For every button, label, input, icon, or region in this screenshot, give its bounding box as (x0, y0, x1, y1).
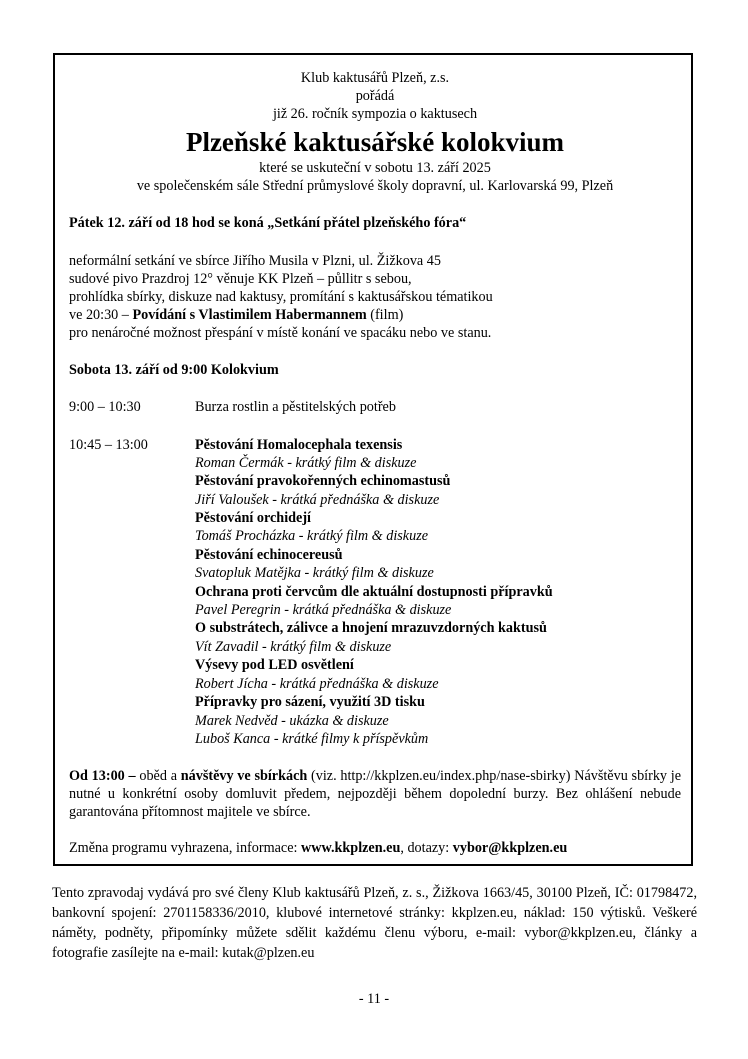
slot-2-time: 10:45 – 13:00 (69, 437, 148, 453)
talk-title: Výsevy pod LED osvětlení (195, 657, 354, 673)
talk-title: Přípravky pro sázení, využití 3D tisku (195, 694, 425, 710)
talk-speaker: Robert Jícha - krátká přednáška & diskuze (195, 676, 439, 692)
talk-title: Pěstování echinocereusů (195, 547, 343, 563)
email-link: vybor@kkplzen.eu (452, 840, 568, 856)
friday-line-4: ve 20:30 – Povídání s Vlastimilem Habermannem (film) (69, 307, 404, 323)
talk-speaker: Vít Zavadil - krátký film & diskuze (195, 639, 392, 655)
talk-speaker: Roman Čermák - krátký film & diskuze (195, 455, 417, 471)
friday-line-5: pro nenáročné možnost přespání v místě konání ve spacáku nebo ve stanu. (69, 325, 492, 341)
edition-line: již 26. ročník sympozia o kaktusech (272, 106, 478, 122)
talk-speaker: Tomáš Procházka - krátký film & diskuze (195, 528, 429, 544)
talk-speaker: Pavel Peregrin - krátká přednáška & diskuze (195, 602, 452, 618)
film-title: Povídání s Vlastimilem Habermannem (132, 307, 367, 323)
presents-line: pořádá (355, 88, 395, 104)
talk-title: Pěstování orchidejí (195, 510, 311, 526)
event-date: které se uskuteční v sobotu 13. září 2025 (259, 160, 491, 176)
friday-line-2: sudové pivo Prazdroj 12° věnuje KK Plzeň – půllitr s sebou, (69, 271, 412, 287)
talk-title: O substrátech, zálivce a hnojení mrazuvzdorných kaktusů (195, 620, 547, 636)
talk-title: Pěstování pravokořenných echinomastusů (195, 473, 451, 489)
friday-heading: Pátek 12. září od 18 hod se koná „Setkání přátel plzeňského fóra“ (69, 215, 467, 231)
slot-1-time: 9:00 – 10:30 (69, 399, 141, 415)
talk-speaker: Jiří Valoušek - krátká přednáška & diskuze (195, 492, 440, 508)
talk-title: Pěstování Homalocephala texensis (195, 437, 403, 453)
publisher-footer: Tento zpravodaj vydává pro své členy Klub kaktusářů Plzeň, z. s., Žižkova 1663/45, 30100 Plzeň, IČ: 01798472, bankovní spojení: 2701158336/2010, klubové internetové stránky: kkplzen.eu, náklad: 150 výtisků. Veškeré náměty, podněty, připomínky můžete sdělit každému členu výboru, e-mail: vybor@kkplzen.eu, články a fotografie zasílejte na e-mail: kutak@plzen.eu (52, 885, 697, 961)
saturday-heading: Sobota 13. září od 9:00 Kolokvium (69, 362, 279, 378)
program-box (53, 53, 693, 866)
friday-line-1: neformální setkání ve sbírce Jiřího Musila v Plzni, ul. Žižkova 45 (69, 253, 441, 269)
extra-speaker: Luboš Kanca - krátké filmy k příspěvkům (195, 731, 429, 747)
contact-line: Změna programu vyhrazena, informace: www.kkplzen.eu, dotazy: vybor@kkplzen.eu (69, 840, 568, 856)
organizer: Klub kaktusářů Plzeň, z.s. (300, 70, 450, 86)
event-venue: ve společenském sále Střední průmyslové školy dopravní, ul. Karlovarská 99, Plzeň (136, 178, 614, 194)
slot-1-text: Burza rostlin a pěstitelských potřeb (195, 399, 396, 415)
website-link: www.kkplzen.eu (301, 840, 401, 856)
event-title: Plzeňské kaktusářské kolokvium (185, 127, 565, 157)
page-number: - 11 - (358, 991, 390, 1007)
friday-line-3: prohlídka sbírky, diskuze nad kaktusy, promítání s kaktusářskou tématikou (69, 289, 493, 305)
talk-title: Ochrana proti červcům dle aktuální dostupnosti přípravků (195, 584, 553, 600)
afternoon-paragraph: Od 13:00 – oběd a návštěvy ve sbírkách (viz. http://kkplzen.eu/index.php/nase-sbirky) Návštěvu sbírky je nutné u konkrétní osoby domluvit předem, nejpozději během dopolední burzy. Bez ohlášení nebude garantována přítomnost majitele ve sbírce. (69, 768, 681, 820)
talk-speaker: Svatopluk Matějka - krátký film & diskuze (195, 565, 434, 581)
talk-speaker: Marek Nedvěd - ukázka & diskuze (195, 713, 389, 729)
